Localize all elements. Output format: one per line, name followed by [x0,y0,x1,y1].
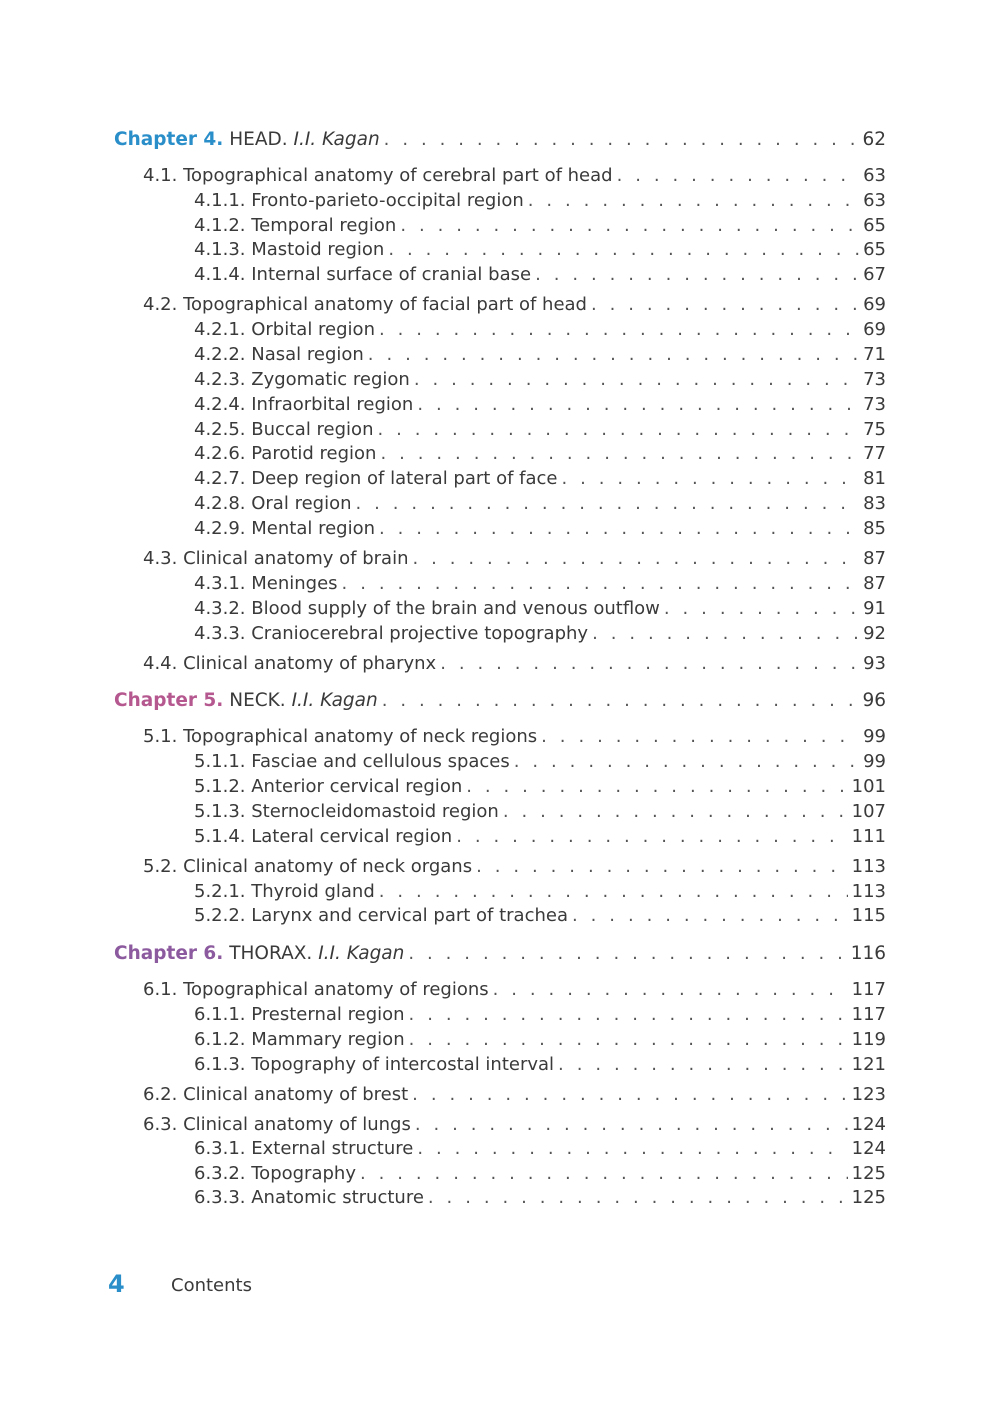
dot-leader [417,393,859,417]
dot-leader [400,214,859,238]
toc-section-entry[interactable] [143,164,886,188]
toc-entry-title: 4.2. Topographical anatomy of facial part of head [143,294,587,315]
toc-subsection-entry[interactable] [194,1003,886,1027]
chapter-title: THORAX. [223,943,319,964]
toc-page-number: 69 [863,294,886,315]
toc-section-entry[interactable] [143,293,886,317]
chapter-author: I.I. Kagan [318,943,405,964]
toc-page-number: 92 [863,623,886,644]
toc-entry-title: 4.4. Clinical anatomy of pharynx [143,653,437,674]
toc-entry-title: 5.2. Clinical anatomy of neck organs [143,856,473,877]
toc-subsection-entry[interactable] [194,825,886,849]
toc-entry-title: 4.1.4. Internal surface of cranial base [194,264,532,285]
toc-chapter-entry[interactable] [114,128,886,152]
dot-leader [368,343,859,367]
toc-entry-title: 4.3. Clinical anatomy of brain [143,548,409,569]
toc-entry-title: 6.3. Clinical anatomy of lungs [143,1114,411,1135]
toc-page-number: 124 [851,1114,886,1135]
toc-page-number: 75 [863,419,886,440]
toc-page-number: 117 [851,1004,886,1025]
toc-page-number: 85 [863,518,886,539]
dot-leader [591,293,859,317]
toc-page-number: 69 [863,319,886,340]
toc-subsection-entry[interactable] [194,622,886,646]
toc-subsection-entry[interactable] [194,368,886,392]
toc-entry-title: 4.2.4. Infraorbital region [194,394,414,415]
toc-entry-title: 4.2.5. Buccal region [194,419,374,440]
toc-entry-title: 4.3.3. Craniocerebral projective topography [194,623,589,644]
dot-leader [415,1113,848,1137]
toc-subsection-entry[interactable] [194,467,886,491]
toc-section-entry[interactable] [143,652,886,676]
toc-page-number: 67 [863,264,886,285]
dot-leader [409,1028,848,1052]
toc-entry-title: 4.3.2. Blood supply of the brain and venous outflow [194,598,660,619]
toc-entry-title: 5.2.2. Larynx and cervical part of trachea [194,905,569,926]
dot-leader [408,942,846,966]
toc-page-number: 65 [863,215,886,236]
toc-entry-title: 4.2.9. Mental region [194,518,375,539]
toc-subsection-entry[interactable] [194,318,886,342]
toc-page-number: 71 [863,344,886,365]
toc-section-entry[interactable] [143,725,886,749]
dot-leader [535,263,859,287]
toc-page-number: 119 [851,1029,886,1050]
toc-page-number: 73 [863,369,886,390]
dot-leader [466,775,847,799]
toc-entry-title: 4.1. Topographical anatomy of cerebral part of head [143,165,613,186]
toc-entry-title: 6.1.3. Topography of intercostal interval [194,1054,555,1075]
toc-entry-title: 4.3.1. Meninges [194,573,338,594]
toc-entry-title: 4.2.2. Nasal region [194,344,364,365]
toc-section-entry[interactable] [143,547,886,571]
dot-leader [528,189,859,213]
toc-entry-title: 4.2.3. Zygomatic region [194,369,410,390]
toc-entry-title: 5.1.1. Fasciae and cellulous spaces [194,751,510,772]
toc-entry-title: 5.1. Topographical anatomy of neck regions [143,726,538,747]
toc-subsection-entry[interactable] [194,214,886,238]
toc-page-number: 125 [851,1187,886,1208]
toc-subsection-entry[interactable] [194,750,886,774]
toc-chapter-entry[interactable] [114,689,886,713]
toc-entry-title: 4.2.7. Deep region of lateral part of face [194,468,558,489]
chapter-title: NECK. [223,690,292,711]
toc-page-number: 65 [863,239,886,260]
chapter-title: HEAD. [223,129,294,150]
toc-page-number: 113 [851,856,886,877]
toc-subsection-entry[interactable] [194,800,886,824]
toc-page-number: 93 [863,653,886,674]
toc-entry-title: 6.3.3. Anatomic structure [194,1187,424,1208]
toc-page-number: 115 [851,905,886,926]
dot-leader [360,1162,848,1186]
dot-leader [342,572,860,596]
dot-leader [440,652,859,676]
toc-subsection-entry[interactable] [194,238,886,262]
toc-entry-title: 6.3.2. Topography [194,1163,356,1184]
dot-leader [558,1053,848,1077]
toc-subsection-entry[interactable] [194,492,886,516]
toc-section-entry[interactable] [143,1083,886,1107]
running-footer: Contents [171,1275,252,1296]
dot-leader [384,128,859,152]
dot-leader [379,880,848,904]
toc-subsection-entry[interactable] [194,775,886,799]
toc-page-number: 87 [863,573,886,594]
dot-leader [493,978,848,1002]
toc-page-number: 99 [863,726,886,747]
dot-leader [356,492,860,516]
toc-page-number: 91 [863,598,886,619]
toc-entry-title: 5.1.4. Lateral cervical region [194,826,453,847]
toc-entry-title: 4.2.1. Orbital region [194,319,375,340]
toc-subsection-entry[interactable] [194,442,886,466]
toc-subsection-entry[interactable] [194,343,886,367]
dot-leader [541,725,859,749]
toc-page-number: 113 [851,881,886,902]
toc-page-number: 107 [851,801,886,822]
toc-entry-title: 4.2.6. Parotid region [194,443,377,464]
toc-page-number: 116 [850,943,886,964]
toc-subsection-entry[interactable] [194,1137,886,1161]
toc-entry-title: 6.3.1. External structure [194,1138,414,1159]
toc-section-entry[interactable] [143,978,886,1002]
toc-entry-title [114,942,408,966]
toc-section-entry[interactable] [143,1113,886,1137]
toc-entry-title: 5.1.3. Sternocleidomastoid region [194,801,499,822]
toc-page-number: 111 [851,826,886,847]
toc-entry-title: 6.1.2. Mammary region [194,1029,405,1050]
dot-leader [417,1137,847,1161]
toc-subsection-entry[interactable] [194,597,886,621]
toc-page-number: 63 [863,190,886,211]
toc-subsection-entry[interactable] [194,393,886,417]
dot-leader [409,1003,848,1027]
toc-entry-title: 5.1.2. Anterior cervical region [194,776,463,797]
toc-page-number: 73 [863,394,886,415]
toc-entry-title: 6.1.1. Presternal region [194,1004,405,1025]
toc-subsection-entry[interactable] [194,1186,886,1210]
toc-subsection-entry[interactable] [194,1162,886,1186]
toc-chapter-entry[interactable] [114,942,886,966]
toc-page-number: 99 [863,751,886,772]
chapter-author: I.I. Kagan [293,129,380,150]
toc-subsection-entry[interactable] [194,189,886,213]
dot-leader [388,238,859,262]
chapter-author: I.I. Kagan [291,690,378,711]
toc-entry-title: 4.1.1. Fronto-parieto-occipital region [194,190,524,211]
toc-entry-title: 5.2.1. Thyroid gland [194,881,375,902]
dot-leader [572,904,848,928]
toc-subsection-entry[interactable] [194,517,886,541]
toc-subsection-entry[interactable] [194,418,886,442]
toc-section-entry[interactable] [143,855,886,879]
dot-leader [412,547,859,571]
dot-leader [503,800,848,824]
toc-page-number: 83 [863,493,886,514]
dot-leader [377,418,859,442]
toc-subsection-entry[interactable] [194,1028,886,1052]
chapter-label: Chapter 6. [114,943,224,964]
toc-page-number: 63 [863,165,886,186]
dot-leader [514,750,859,774]
chapter-label: Chapter 4. [114,129,224,150]
dot-leader [592,622,859,646]
chapter-label: Chapter 5. [114,690,224,711]
toc-page-number: 62 [862,129,886,150]
toc-page-number: 81 [863,468,886,489]
dot-leader [664,597,859,621]
toc-subsection-entry[interactable] [194,263,886,287]
toc-entry-title [114,689,382,713]
page-number: 4 [108,1270,125,1298]
toc-subsection-entry[interactable] [194,904,886,928]
toc-entry-title: 4.1.2. Temporal region [194,215,397,236]
dot-leader [561,467,859,491]
toc-page-number: 121 [851,1054,886,1075]
toc-entry-title [114,128,384,152]
toc-entry-title: 4.1.3. Mastoid region [194,239,385,260]
toc-subsection-entry[interactable] [194,572,886,596]
dot-leader [379,318,859,342]
dot-leader [456,825,847,849]
toc-page-number: 117 [851,979,886,1000]
toc-entry-title: 4.2.8. Oral region [194,493,352,514]
dot-leader [379,517,859,541]
toc-page-number: 77 [863,443,886,464]
toc-page-number: 87 [863,548,886,569]
toc-page-number: 96 [862,690,886,711]
dot-leader [382,689,859,713]
dot-leader [414,368,859,392]
dot-leader [428,1186,848,1210]
toc-page-number: 125 [851,1163,886,1184]
toc-entry-title: 6.1. Topographical anatomy of regions [143,979,489,1000]
toc-page-number: 123 [851,1084,886,1105]
dot-leader [380,442,859,466]
dot-leader [412,1083,847,1107]
toc-subsection-entry[interactable] [194,1053,886,1077]
toc-subsection-entry[interactable] [194,880,886,904]
toc-entry-title: 6.2. Clinical anatomy of brest [143,1084,409,1105]
dot-leader [617,164,860,188]
toc-page-number: 124 [851,1138,886,1159]
toc-page-number: 101 [851,776,886,797]
dot-leader [476,855,848,879]
